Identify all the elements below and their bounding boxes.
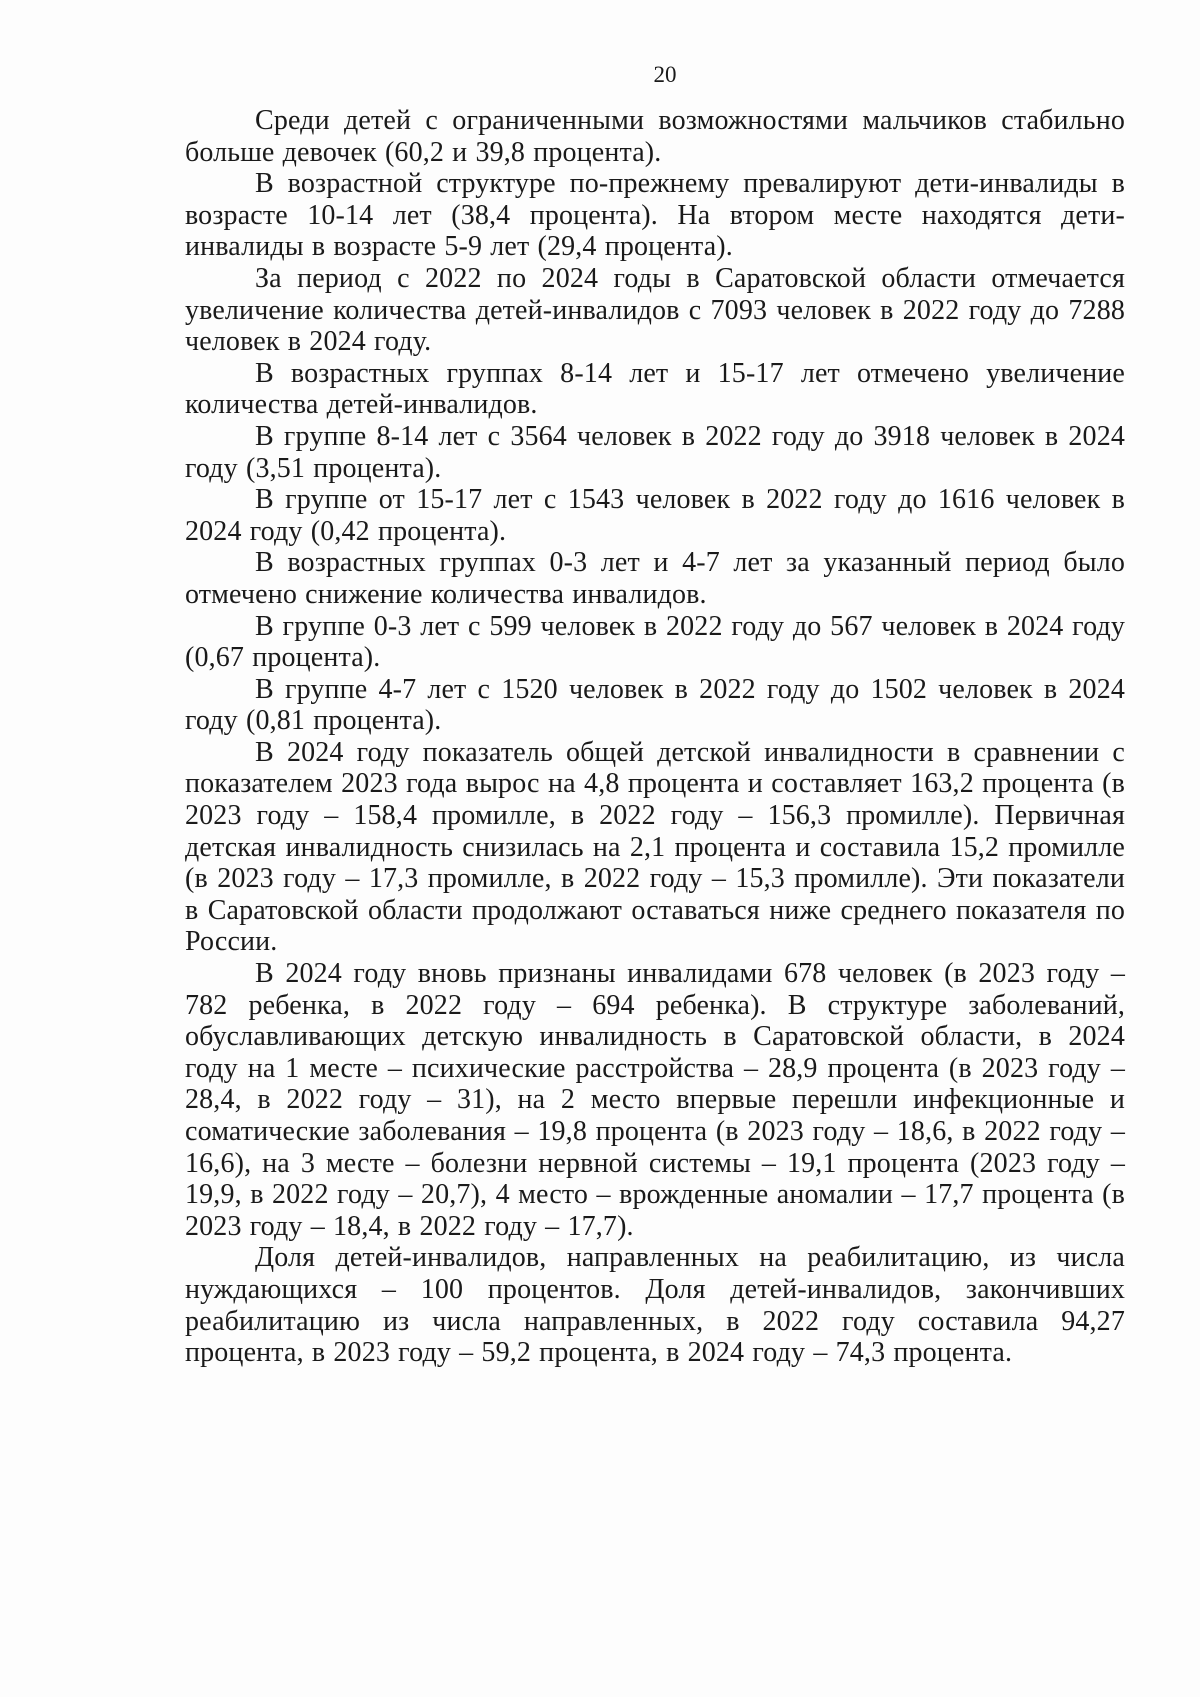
page-number: 20 (653, 62, 677, 87)
paragraph: В 2024 году вновь признаны инвалидами 678 человек (в 2023 году – 782 ребенка, в 2022 году – 694 ребенка). В структуре заболеваний, обуславливающих детскую инвалидность в Саратовской области, в 2024 году на 1 месте – психические расстройства – 28,9 процента (в 2023 году – 28,4, в 2022 году – 31), на 2 место впервые перешли инфекционные и соматические заболевания – 19,8 процента (в 2023 году – 18,6, в 2022 году – 16,6), на 3 месте – болезни нервной системы – 19,1 процента (2023 году – 19,9, в 2022 году – 20,7), 4 место – врожденные аномалии – 17,7 процента (в 2023 году – 18,4, в 2022 году – 17,7). (185, 958, 1125, 1242)
document-body (185, 105, 1125, 1369)
paragraph: В 2024 году показатель общей детской инвалидности в сравнении с показателем 2023 года вырос на 4,8 процента и составляет 163,2 процента (в 2023 году – 158,4 промилле, в 2022 году – 156,3 промилле). Первичная детская инвалидность снизилась на 2,1 процента и составила 15,2 промилле (в 2023 году – 17,3 промилле, в 2022 году – 15,3 промилле). Эти показатели в Саратовской области продолжают оставаться ниже среднего показателя по России. (185, 736, 1125, 958)
paragraph: В группе 4-7 лет с 1520 человек в 2022 году до 1502 человек в 2024 году (0,81 процента). (185, 673, 1125, 737)
paragraph: За период с 2022 по 2024 годы в Саратовской области отмечается увеличение количества детей-инвалидов с 7093 человек в 2022 году до 7288 человек в 2024 году. (185, 262, 1125, 358)
paragraph: В группе 8-14 лет с 3564 человек в 2022 году до 3918 человек в 2024 году (3,51 процента). (185, 420, 1125, 484)
paragraph: В возрастных группах 0-3 лет и 4-7 лет за указанный период было отмечено снижение количества инвалидов. (185, 547, 1125, 610)
paragraph: В группе от 15-17 лет с 1543 человек в 2022 году до 1616 человек в 2024 году (0,42 процента). (185, 484, 1125, 547)
paragraph: Среди детей с ограниченными возможностями мальчиков стабильно больше девочек (60,2 и 39,8 процента). (185, 105, 1125, 168)
paragraph: В группе 0-3 лет с 599 человек в 2022 году до 567 человек в 2024 году (0,67 процента). (185, 610, 1125, 674)
paragraph: В возрастных группах 8-14 лет и 15-17 лет отмечено увеличение количества детей-инвалидов. (185, 357, 1125, 421)
paragraph: Доля детей-инвалидов, направленных на реабилитацию, из числа нуждающихся – 100 процентов. Доля детей-инвалидов, закончивших реабилитацию из числа направленных, в 2022 году составила 94,27 процента, в 2023 году – 59,2 процента, в 2024 году – 74,3 процента. (185, 1242, 1125, 1369)
paragraph: В возрастной структуре по-прежнему превалируют дети-инвалиды в возрасте 10-14 лет (38,4 процента). На втором месте находятся дети-инвалиды в возрасте 5-9 лет (29,4 процента). (185, 168, 1125, 263)
